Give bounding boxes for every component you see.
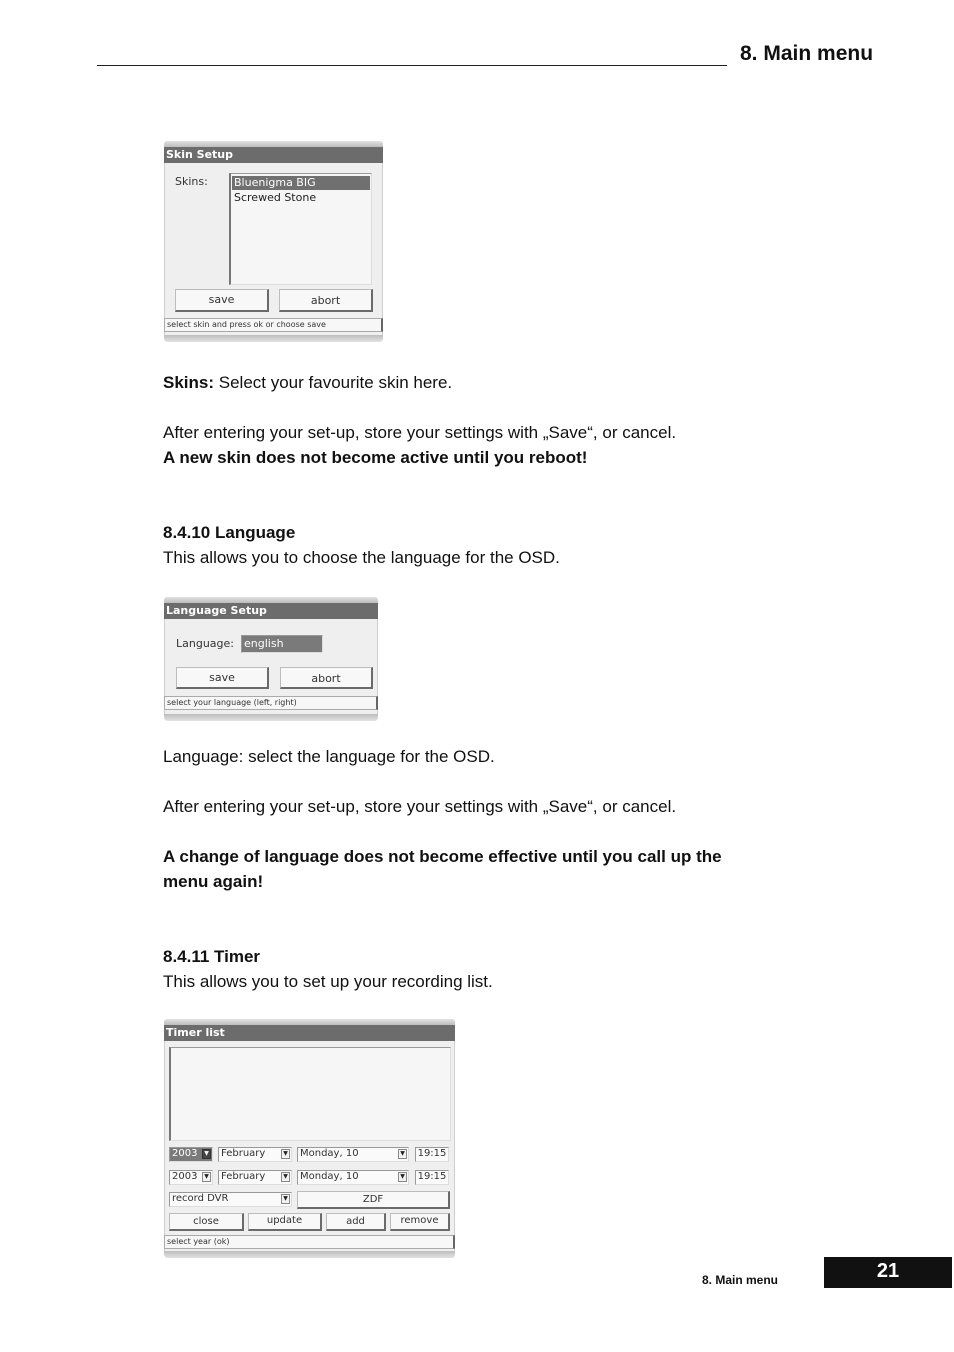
- timer-list-title: Timer list: [164, 1025, 455, 1041]
- chevron-down-icon: ▼: [398, 1172, 407, 1182]
- skins-label: Skins:: [175, 175, 208, 188]
- window-bottom-edge: [164, 335, 383, 342]
- window-bottom-edge: [164, 714, 378, 721]
- end-time-field[interactable]: 19:15: [415, 1170, 449, 1185]
- skins-term: Skins:: [163, 373, 215, 392]
- skin-option-bluenigma[interactable]: Bluenigma BIG: [232, 176, 370, 190]
- chevron-down-icon: ▼: [202, 1149, 211, 1159]
- skins-listbox[interactable]: [229, 173, 372, 285]
- start-month-value: February: [221, 1148, 266, 1159]
- language-label: Language:: [176, 637, 234, 650]
- language-warning-line-2: menu again!: [163, 872, 264, 891]
- record-type-select[interactable]: [169, 1192, 292, 1207]
- start-year-value: 2003: [172, 1148, 198, 1159]
- save-button[interactable]: save: [176, 667, 269, 689]
- skin-status-bar: select skin and press ok or choose save: [164, 318, 383, 332]
- skin-setup-title: Skin Setup: [164, 147, 383, 163]
- skins-definition: Select your favourite skin here.: [214, 373, 453, 392]
- language-description: Language: select the language for the OSD.: [163, 747, 495, 766]
- page-header-title: 8. Main menu: [740, 42, 874, 65]
- chevron-down-icon: ▼: [281, 1194, 290, 1204]
- chevron-down-icon: ▼: [281, 1149, 290, 1159]
- skin-setup-window: [164, 141, 383, 342]
- header-rule: [97, 65, 727, 66]
- end-day-value: Monday, 10: [300, 1171, 359, 1182]
- start-day-select[interactable]: [297, 1147, 409, 1162]
- footer-section-label: 8. Main menu: [702, 1273, 779, 1287]
- language-value-field[interactable]: english: [241, 635, 323, 653]
- channel-button[interactable]: ZDF: [297, 1191, 450, 1209]
- timer-list-window: [164, 1019, 455, 1258]
- skins-description: [163, 370, 452, 395]
- language-save-instruction: After entering your set-up, store your settings with „Save“, or cancel.: [163, 797, 677, 816]
- language-intro: This allows you to choose the language for the OSD.: [163, 548, 560, 567]
- language-status-bar: select your language (left, right): [164, 696, 378, 710]
- language-setup-window: [164, 597, 378, 721]
- end-month-select[interactable]: [218, 1170, 292, 1185]
- end-year-select[interactable]: [169, 1170, 213, 1185]
- close-button[interactable]: close: [169, 1213, 244, 1231]
- timer-entries-list[interactable]: [169, 1047, 451, 1141]
- end-day-select[interactable]: [297, 1170, 409, 1185]
- language-heading: 8.4.10 Language: [163, 523, 296, 542]
- timer-status-bar: select year (ok): [164, 1235, 455, 1249]
- start-day-value: Monday, 10: [300, 1148, 359, 1159]
- timer-heading: 8.4.11 Timer: [163, 947, 261, 966]
- chevron-down-icon: ▼: [281, 1172, 290, 1182]
- language-warning-line-1: A change of language does not become effective until you call up the: [163, 847, 722, 866]
- start-year-select[interactable]: [169, 1147, 213, 1162]
- abort-button[interactable]: abort: [280, 667, 373, 689]
- skin-reboot-warning: A new skin does not become active until you reboot!: [163, 448, 588, 467]
- start-time-field[interactable]: 19:15: [415, 1147, 449, 1162]
- update-button[interactable]: update: [248, 1213, 322, 1231]
- chevron-down-icon: ▼: [202, 1172, 211, 1182]
- skin-save-instruction: After entering your set-up, store your settings with „Save“, or cancel.: [163, 423, 677, 442]
- end-month-value: February: [221, 1171, 266, 1182]
- page-number: 21: [824, 1257, 952, 1288]
- abort-button[interactable]: abort: [279, 289, 373, 312]
- record-type-value: record DVR: [172, 1193, 229, 1204]
- chevron-down-icon: ▼: [398, 1149, 407, 1159]
- window-bottom-edge: [164, 1251, 455, 1258]
- remove-button[interactable]: remove: [390, 1213, 450, 1231]
- timer-intro: This allows you to set up your recording list.: [163, 972, 493, 991]
- save-button[interactable]: save: [175, 289, 269, 312]
- start-month-select[interactable]: [218, 1147, 292, 1162]
- skin-option-screwed-stone[interactable]: Screwed Stone: [234, 191, 317, 204]
- language-setup-title: Language Setup: [164, 603, 378, 619]
- end-year-value: 2003: [172, 1171, 198, 1182]
- add-button[interactable]: add: [326, 1213, 386, 1231]
